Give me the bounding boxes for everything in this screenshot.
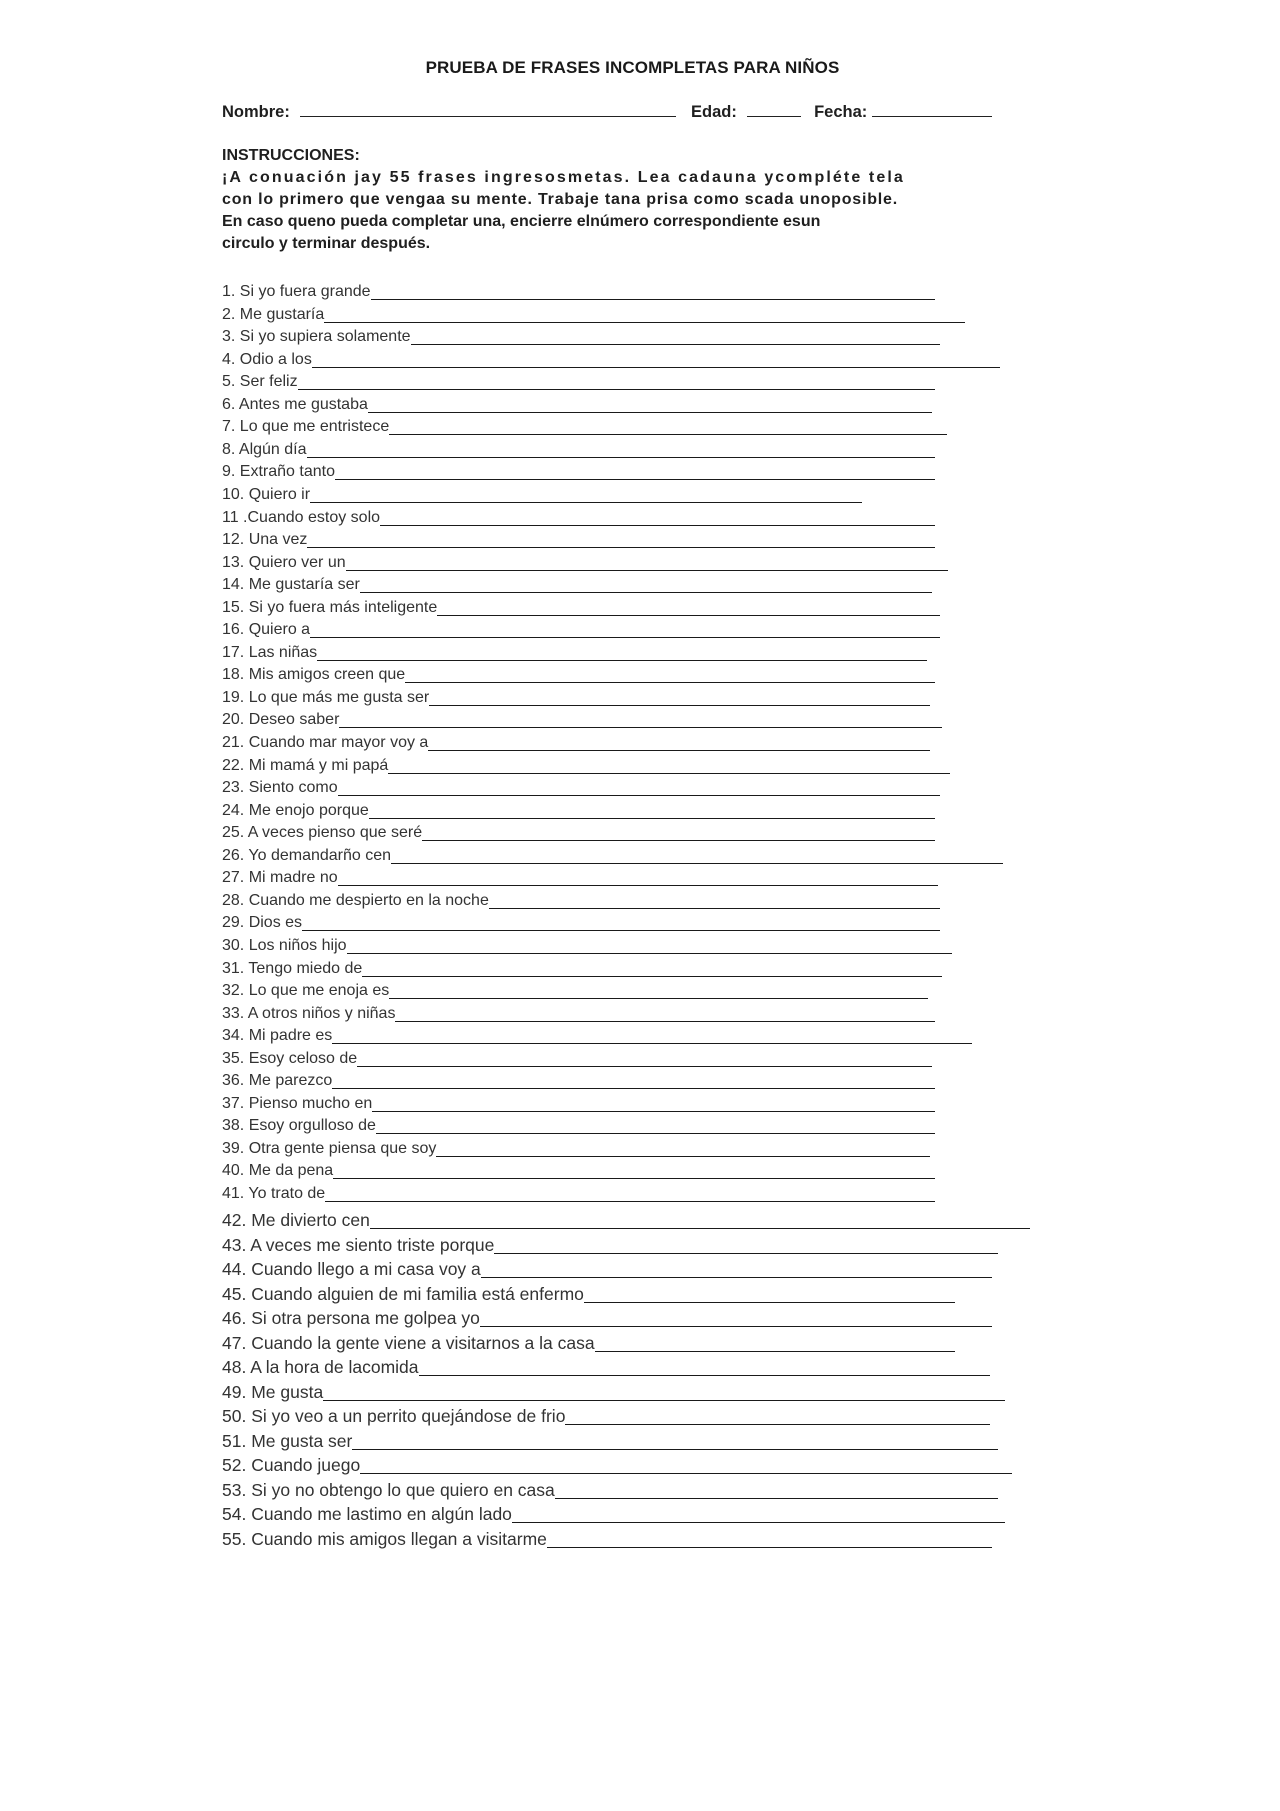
answer-line[interactable] [360, 592, 932, 593]
answer-line[interactable] [302, 930, 940, 931]
sentence-prompt: 13. Quiero ver un [222, 553, 346, 571]
sentence-prompt: 11 .Cuando estoy solo [222, 508, 381, 526]
sentence-prompt: 50. Si yo veo a un perrito quejándose de frio [222, 1406, 566, 1426]
sentence-prompt: 48. A la hora de lacomida [222, 1357, 419, 1377]
sentence-prompt: 14. Me gustaría ser [222, 576, 360, 594]
answer-line[interactable] [346, 570, 948, 571]
answer-line[interactable] [428, 750, 930, 751]
sentence-item [222, 779, 940, 797]
sentence-prompt: 46. Si otra persona me golpea yo [222, 1308, 480, 1328]
sentence-item [222, 509, 935, 527]
sentence-item [222, 441, 935, 459]
answer-line[interactable] [312, 367, 1000, 368]
answer-line[interactable] [338, 885, 938, 886]
sentence-item [222, 666, 935, 684]
sentence-item [222, 328, 940, 346]
sentence-item [222, 1406, 990, 1426]
sentence-prompt: 18. Mis amigos creen que [222, 666, 406, 684]
sentence-prompt: 19. Lo que más me gusta ser [222, 688, 430, 706]
answer-line[interactable] [333, 1178, 935, 1179]
answer-line[interactable] [481, 1277, 992, 1278]
answer-line[interactable] [436, 1156, 930, 1157]
sentence-prompt: 23. Siento como [222, 779, 338, 797]
sentence-prompt: 15. Si yo fuera más inteligente [222, 598, 438, 616]
sentence-prompt: 40. Me da pena [222, 1162, 334, 1180]
sentence-item [222, 914, 940, 932]
sentence-prompt: 42. Me divierto cen [222, 1210, 370, 1230]
answer-line[interactable] [332, 1088, 935, 1089]
answer-line[interactable] [555, 1498, 998, 1499]
answer-line[interactable] [307, 547, 935, 548]
sentence-item [222, 486, 862, 504]
sentence-item [222, 1284, 955, 1304]
answer-line[interactable] [380, 525, 935, 526]
sentence-item [222, 621, 940, 639]
sentence-prompt: 36. Me parezco [222, 1072, 333, 1090]
sentence-item [222, 847, 1003, 865]
header-fields [222, 102, 992, 122]
answer-line[interactable] [391, 863, 1003, 864]
sentence-prompt: 1. Si yo fuera grande [222, 283, 371, 300]
sentence-item [222, 1235, 998, 1255]
answer-line[interactable] [595, 1351, 955, 1352]
answer-line[interactable] [422, 840, 935, 841]
answer-line[interactable] [323, 1400, 1005, 1401]
answer-line[interactable] [419, 1375, 990, 1376]
answer-line[interactable] [512, 1522, 1005, 1523]
sentence-prompt: 53. Si yo no obtengo lo que quiero en casa [222, 1479, 555, 1500]
answer-line[interactable] [370, 1228, 1030, 1229]
answer-line[interactable] [362, 976, 942, 977]
sentence-item [222, 1382, 1005, 1402]
sentence-item [222, 734, 930, 752]
sentence-item [222, 982, 928, 1000]
date-field[interactable] [872, 102, 992, 117]
instructions [222, 145, 1122, 255]
answer-line[interactable] [565, 1424, 990, 1425]
sentence-item [222, 937, 952, 955]
sentence-prompt: 35. Esoy celoso de [222, 1049, 358, 1067]
sentence-item [222, 1480, 998, 1500]
sentence-prompt: 34. Mi padre es [222, 1027, 333, 1045]
answer-line[interactable] [480, 1326, 992, 1327]
sentence-prompt: 4. Odio a los [222, 350, 312, 368]
sentence-item [222, 1333, 955, 1353]
sentence-item [222, 1210, 1030, 1230]
sentence-prompt: 52. Cuando juego [222, 1455, 361, 1475]
sentence-item [222, 554, 948, 572]
sentence-item [222, 1259, 992, 1279]
answer-line[interactable] [376, 1133, 935, 1134]
answer-line[interactable] [395, 1021, 935, 1022]
sentence-item [222, 1050, 932, 1068]
sentence-prompt: 7. Lo que me entristece [222, 418, 390, 436]
age-label: Edad: [691, 103, 737, 121]
answer-line[interactable] [437, 615, 940, 616]
sentence-prompt: 47. Cuando la gente viene a visitarnos a la casa [222, 1332, 595, 1353]
sentence-prompt: 30. Los niños hijo [222, 936, 347, 954]
sentence-item [222, 576, 932, 594]
sentence-prompt: 41. Yo trato de [222, 1185, 326, 1202]
sentence-item [222, 418, 947, 436]
page-title: PRUEBA DE FRASES INCOMPLETAS PARA NIÑOS [425, 58, 840, 77]
sentence-prompt: 5. Ser feliz [222, 373, 298, 391]
sentence-item [222, 1162, 935, 1180]
instructions-line: con lo primero que vengaa su mente. Trabaje tana prisa como scada unoposible. [222, 191, 898, 208]
sentence-prompt: 26. Yo demandarño cen [222, 846, 392, 864]
name-field[interactable] [300, 102, 676, 117]
answer-line[interactable] [317, 660, 927, 661]
sentence-prompt: 39. Otra gente piensa que soy [222, 1139, 437, 1157]
answer-line[interactable] [584, 1302, 955, 1303]
sentence-prompt: 54. Cuando me lastimo en algún lado [222, 1504, 512, 1524]
sentence-prompt: 28. Cuando me despierto en la noche [222, 891, 489, 909]
sentence-item [222, 1005, 935, 1023]
sentence-prompt: 9. Extraño tanto [222, 463, 335, 481]
answer-line[interactable] [405, 682, 935, 683]
sentence-item [222, 1072, 935, 1090]
sentence-item [222, 1431, 998, 1451]
sentence-item [222, 1027, 972, 1045]
sentence-prompt: 22. Mi mamá y mi papá [222, 756, 389, 774]
sentence-prompt: 33. A otros niños y niñas [222, 1004, 396, 1022]
sentence-prompt: 12. Una vez [222, 531, 308, 549]
sentence-prompt: 21. Cuando mar mayor voy a [222, 734, 429, 751]
answer-line[interactable] [352, 1449, 998, 1450]
answer-line[interactable] [360, 1473, 1012, 1474]
sentence-prompt: 29. Dios es [222, 914, 303, 932]
answer-line[interactable] [325, 1201, 935, 1202]
answer-line[interactable] [310, 637, 940, 638]
sentence-item [222, 1140, 930, 1158]
answer-line[interactable] [494, 1253, 998, 1254]
sentence-item [222, 1185, 935, 1203]
sentence-item [222, 1455, 1012, 1475]
answer-line[interactable] [388, 773, 950, 774]
sentence-item [222, 644, 927, 662]
sentence-item [222, 396, 932, 414]
answer-line[interactable] [369, 818, 935, 819]
instructions-line: circulo y terminar después. [222, 235, 431, 252]
answer-line[interactable] [338, 795, 940, 796]
sentence-item [222, 689, 930, 707]
answer-line[interactable] [372, 1111, 935, 1112]
sentence-prompt: 37. Pienso mucho en [222, 1094, 373, 1112]
sentence-item [222, 351, 1000, 369]
instructions-line: En caso queno pueda completar una, encierre elnúmero correspondiente esun [222, 213, 821, 230]
answer-line[interactable] [371, 299, 935, 300]
sentence-prompt: 25. A veces pienso que seré [222, 824, 423, 842]
answer-line[interactable] [368, 412, 932, 413]
sentence-prompt: 20. Deseo saber [222, 711, 340, 729]
answer-line[interactable] [411, 344, 940, 345]
instructions-line: ¡A conuación jay 55 frases ingresosmetas. Lea cadauna ycompléte tela [222, 169, 905, 186]
answer-line[interactable] [339, 727, 942, 728]
date-label: Fecha: [814, 103, 868, 121]
sentence-prompt: 3. Si yo supiera solamente [222, 328, 411, 346]
sentence-item [222, 373, 935, 391]
sentence-item [222, 1095, 935, 1113]
sentence-prompt: 31. Tengo miedo de [222, 959, 363, 977]
sentence-prompt: 8. Algún día [222, 440, 307, 458]
sentence-prompt: 51. Me gusta ser [222, 1430, 353, 1451]
sentence-item [222, 960, 942, 978]
sentence-item [222, 531, 935, 549]
sentence-prompt: 16. Quiero a [222, 621, 311, 639]
sentence-prompt: 38. Esoy orgulloso de [222, 1117, 376, 1135]
sentence-prompt: 17. Las niñas [222, 643, 318, 661]
sentence-item [222, 802, 935, 820]
sentence-item [222, 306, 965, 324]
answer-line[interactable] [357, 1066, 932, 1067]
sentence-prompt: 27. Mi madre no [222, 869, 338, 887]
sentence-prompt: 45. Cuando alguien de mi familia está enfermo [222, 1283, 584, 1304]
answer-line[interactable] [332, 1043, 972, 1044]
sentence-prompt: 6. Antes me gustaba [222, 395, 368, 413]
sentence-item [222, 599, 940, 617]
answer-line[interactable] [324, 322, 965, 323]
answer-line[interactable] [429, 705, 930, 706]
sentence-item [222, 1504, 1005, 1524]
age-field[interactable] [747, 102, 801, 117]
sentence-item [222, 824, 935, 842]
sentence-item [222, 757, 950, 775]
sentence-prompt: 55. Cuando mis amigos llegan a visitarme [222, 1528, 547, 1549]
answer-line[interactable] [547, 1547, 992, 1548]
answer-line[interactable] [310, 502, 862, 503]
sentence-item [222, 1357, 990, 1377]
sentence-item [222, 711, 942, 729]
sentence-item [222, 892, 940, 910]
instructions-heading: INSTRUCCIONES: [222, 147, 360, 164]
answer-line[interactable] [389, 434, 947, 435]
answer-line[interactable] [347, 953, 952, 954]
sentence-prompt: 44. Cuando llego a mi casa voy a [222, 1259, 481, 1279]
sentence-prompt: 43. A veces me siento triste porque [222, 1234, 495, 1255]
sentence-item [222, 1308, 992, 1328]
sentence-prompt: 24. Me enojo porque [222, 801, 369, 819]
sentence-prompt: 49. Me gusta [222, 1381, 324, 1402]
sentence-item [222, 1117, 935, 1135]
name-label: Nombre: [222, 103, 290, 121]
answer-line[interactable] [489, 908, 940, 909]
sentence-item [222, 463, 935, 481]
sentence-item [222, 1529, 992, 1549]
answer-line[interactable] [335, 479, 935, 480]
sentence-item [222, 283, 935, 301]
sentence-prompt: 10. Quiero ir [222, 485, 311, 503]
sentence-item [222, 869, 938, 887]
sentence-prompt: 2. Me gustaría [222, 305, 325, 323]
sentence-prompt: 32. Lo que me enoja es [222, 982, 390, 1000]
answer-line[interactable] [298, 389, 935, 390]
answer-line[interactable] [307, 457, 935, 458]
answer-line[interactable] [389, 998, 928, 999]
